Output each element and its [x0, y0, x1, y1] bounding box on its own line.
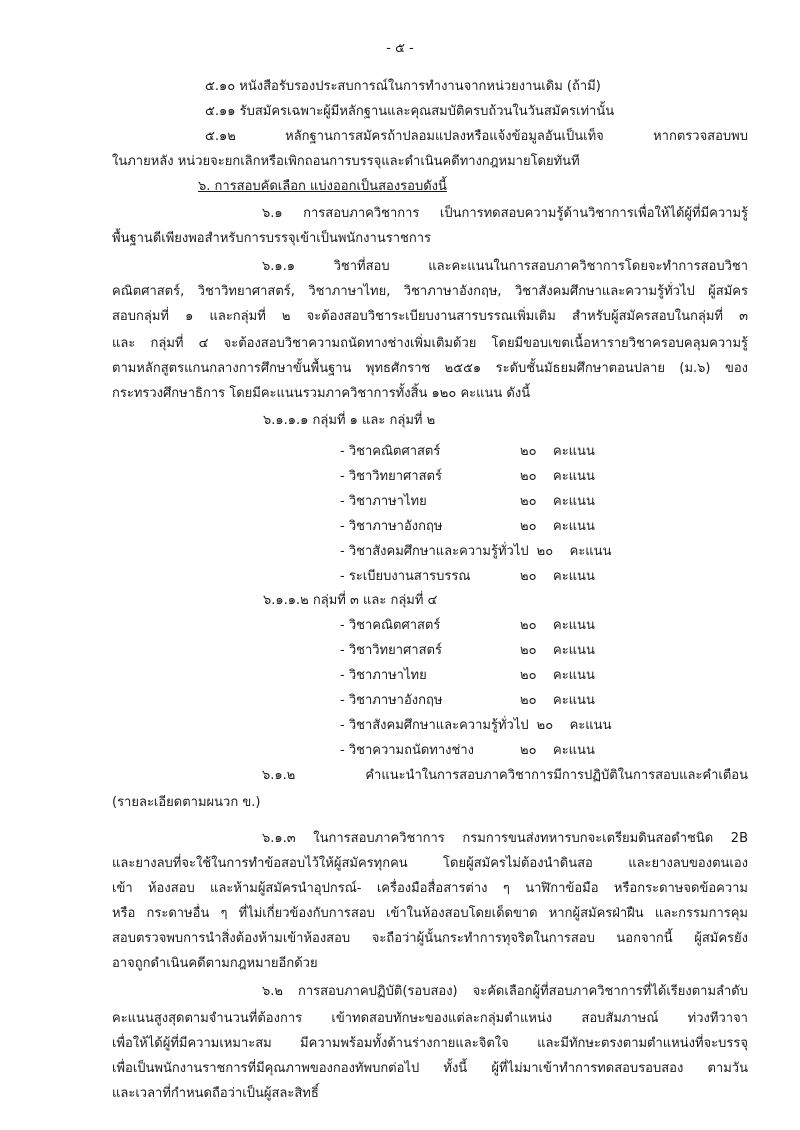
subject-score: ๒๐ — [520, 643, 537, 658]
subject-name: - วิชาสังคมศึกษาและความรู้ทั่วไป — [340, 544, 529, 559]
subject-score: ๒๐ — [536, 718, 554, 733]
page-number: - ๕ - — [386, 41, 414, 56]
subject-row — [340, 543, 800, 568]
score-unit: คะแนน — [553, 569, 595, 584]
subject-score: ๒๐ — [520, 569, 537, 584]
subject-name: - ระเบียบงานสารบรรณ — [340, 569, 471, 584]
subject-name: - วิชาภาษาอังกฤษ — [340, 693, 443, 708]
subject-row — [340, 617, 800, 642]
subject-row — [340, 468, 800, 493]
subject-score: ๒๐ — [520, 618, 537, 633]
score-unit: คะแนน — [553, 519, 595, 534]
subject-name: - วิชาภาษาไทย — [340, 494, 427, 509]
subject-row — [340, 568, 800, 592]
score-unit: คะแนน — [553, 693, 595, 708]
subject-name: - วิชาคณิตศาสตร์ — [340, 444, 441, 459]
text-line: เข้า ห้องสอบ และห้ามผู้สมัครนำอุปกรณ์- เครื่องมือสื่อสารต่าง ๆ นาฬิกาข้อมือ หรือกระดาษจดข้อความ — [112, 881, 748, 896]
text-line: หรือ กระดาษอื่น ๆ ที่ไม่เกี่ยวข้องกับการสอบ เข้าในห้องสอบโดยเด็ดขาด หากผู้สมัครฝ่าฝืน และกรรมการคุม — [112, 906, 748, 921]
score-unit: คะแนน — [553, 668, 595, 683]
score-unit: คะแนน — [569, 718, 612, 733]
subject-name: - วิชาวิทยาศาสตร์ — [340, 643, 442, 658]
subject-row — [340, 518, 800, 543]
text-line: ๕.๑๑ รับสมัครเฉพาะผู้มีหลักฐานและคุณสมบัติครบถ้วนในวันสมัครเท่านั้น — [205, 104, 615, 119]
text-line: กระทรวงศึกษาธิการ โดยมีคะแนนรวมภาควิชาการทั้งสิ้น ๑๒๐ คะแนน ดังนี้ — [112, 386, 531, 401]
subject-name: - วิชาความถนัดทางช่าง — [340, 743, 474, 758]
text-line: ๖.๑.๒ คำแนะนำในการสอบภาควิชาการมีการปฏิบัติในการสอบและคำเตือน — [262, 768, 748, 783]
text-line: เพื่อเป็นพนักงานราชการที่มีคุณภาพของกองทัพบกต่อไป ทั้งนี้ ผู้ที่ไม่มาเข้าทำการทดสอบรอบสอง ตามวัน — [112, 1061, 748, 1076]
text-line: เพื่อให้ได้ผู้ที่มีความเหมาะสม มีความพร้อมทั้งด้านร่างกายและจิตใจ และมีทักษะตรงตามตำแหน่งที่จะบรรจุ — [112, 1036, 748, 1051]
subject-score: ๒๐ — [520, 469, 537, 484]
text-line: ๕.๑๒ หลักฐานการสมัครถ้าปลอมแปลงหรือแจ้งข้อมูลอันเป็นเท็จ หากตรวจสอบพบ — [205, 129, 748, 144]
subject-name: - วิชาคณิตศาสตร์ — [340, 618, 441, 633]
text-line: สอบกลุ่มที่ ๑ และกลุ่มที่ ๒ จะต้องสอบวิชาระเบียบงานสารบรรณเพิ่มเติม สำหรับผู้สมัครสอบในกลุ่มที่ ๓ — [112, 309, 748, 324]
subject-row — [340, 642, 800, 667]
subject-row — [340, 493, 800, 518]
text-line: และเวลาที่กำหนดถือว่าเป็นผู้สละสิทธิ์ — [112, 1086, 319, 1101]
text-line: ๖.๑.๑.๑ กลุ่มที่ ๑ และ กลุ่มที่ ๒ — [263, 413, 436, 428]
score-unit: คะแนน — [553, 494, 595, 509]
score-unit: คะแนน — [553, 469, 595, 484]
text-line: ๖.๑.๑.๒ กลุ่มที่ ๓ และ กลุ่มที่ ๔ — [263, 593, 438, 608]
text-line: ๕.๑๐ หนังสือรับรองประสบการณ์ในการทำงานจากหน่วยงานเดิม (ถ้ามี) — [205, 79, 601, 94]
score-unit: คะแนน — [553, 444, 595, 459]
subject-row — [340, 443, 800, 468]
subject-score: ๒๐ — [520, 444, 537, 459]
text-line: คะแนนสูงสุดตามจำนวนที่ต้องการ เข้าทดสอบทักษะของแต่ละกลุ่มตำแหน่ง สอบสัมภาษณ์ ท่วงทีวาจา — [112, 1011, 748, 1026]
subject-name: - วิชาภาษาอังกฤษ — [340, 519, 443, 534]
text-line: คณิตศาสตร์, วิชาวิทยาศาสตร์, วิชาภาษาไทย, วิชาภาษาอังกฤษ, วิชาสังคมศึกษาและความรู้ทั่วไป ผู้สมัคร — [112, 284, 748, 299]
text-line: สอบตรวจพบการนำสิ่งต้องห้ามเข้าห้องสอบ จะถือว่าผู้นั้นกระทำการทุจริตในการสอบ นอกจากนี้ ผู้สมัครยัง — [112, 931, 748, 946]
subject-score: ๒๐ — [520, 494, 537, 509]
score-unit: คะแนน — [569, 544, 612, 559]
subject-row — [340, 667, 800, 692]
score-unit: คะแนน — [553, 618, 595, 633]
subject-name: - วิชาภาษาไทย — [340, 668, 427, 683]
subject-score: ๒๐ — [520, 743, 537, 758]
subject-score: ๒๐ — [536, 544, 554, 559]
text-line: ตามหลักสูตรแกนกลางการศึกษาขั้นพื้นฐาน พุทธศักราช ๒๕๕๑ ระดับชั้นมัธยมศึกษาตอนปลาย (ม.๖) ของ — [112, 361, 748, 376]
subject-score: ๒๐ — [520, 519, 537, 534]
subject-score: ๒๐ — [520, 668, 537, 683]
text-line: ในภายหลัง หน่วยจะยกเลิกหรือเพิกถอนการบรรจุและดำเนินคดีทางกฎหมายโดยทันที — [112, 154, 580, 169]
subject-name: - วิชาวิทยาศาสตร์ — [340, 469, 442, 484]
text-line: ๖.๑.๓ ในการสอบภาควิชาการ กรมการขนส่งทหารบกจะเตรียมดินสอดำชนิด 2B — [262, 831, 748, 846]
subject-name: - วิชาสังคมศึกษาและความรู้ทั่วไป — [340, 718, 529, 733]
text-line: ๖.๑ การสอบภาควิชาการ เป็นการทดสอบความรู้ด้านวิชาการเพื่อให้ได้ผู้ที่มีความรู้ — [262, 206, 748, 221]
text-line: อาจถูกดำเนินคดีตามกฎหมายอีกด้วย — [112, 956, 318, 971]
subject-row — [340, 692, 800, 717]
text-line: และ กลุ่มที่ ๔ จะต้องสอบวิชาความถนัดทางช่างเพิ่มเติมด้วย โดยมีขอบเขตเนื้อหารายวิชาครอบคลุมความรู้ — [112, 336, 748, 351]
score-unit: คะแนน — [553, 743, 595, 758]
text-line: พื้นฐานดีเพียงพอสำหรับการบรรจุเข้าเป็นพนักงานราชการ — [112, 231, 431, 246]
score-unit: คะแนน — [553, 643, 595, 658]
text-line: ๖.๑.๑ วิชาที่สอบ และคะแนนในการสอบภาควิชาการโดยจะทำการสอบวิชา — [262, 259, 748, 274]
text-line: (รายละเอียดตามผนวก ข.) — [112, 795, 261, 810]
subject-row — [340, 717, 800, 742]
subject-row — [340, 742, 800, 767]
subject-score: ๒๐ — [520, 693, 537, 708]
text-line: และยางลบที่จะใช้ในการทำข้อสอบไว้ให้ผู้สมัครทุกคน โดยผู้สมัครไม่ต้องนำดินสอ และยางลบของตนเอง — [112, 856, 748, 871]
text-line: ๖.๒ การสอบภาคปฏิบัติ(รอบสอง) จะคัดเลือกผู้ที่สอบภาควิชาการที่ได้เรียงตามลำดับ — [262, 984, 748, 999]
section-heading: ๖. การสอบคัดเลือก แบ่งออกเป็นสองรอบดังนี้ — [198, 179, 447, 194]
